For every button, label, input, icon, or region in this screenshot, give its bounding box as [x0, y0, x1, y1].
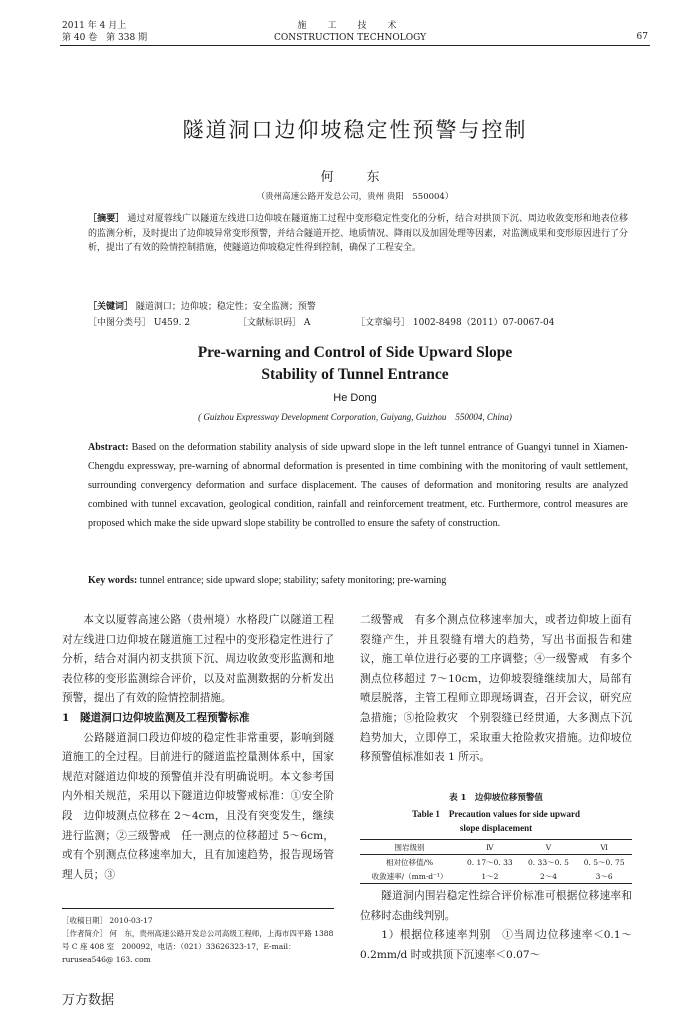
journal-name-en: CONSTRUCTION TECHNOLOGY: [273, 33, 427, 43]
keywords-cn-label: ［关键词］: [88, 302, 134, 312]
title-en-line2: Stability of Tunnel Entrance: [261, 366, 449, 383]
table-cell: 2～4: [521, 869, 577, 884]
section-heading: 1 隧道洞口边仰坡监测及工程预警标准: [62, 711, 250, 724]
table-cell: 相对位移值/%: [385, 857, 434, 867]
keywords-en-text: tunnel entrance; side upward slope; stability; safety monitoring; pre-warning: [139, 575, 447, 586]
abstract-cn-text: 通过对厦蓉线广以隧道左线进口边仰坡在隧道施工过程中变形稳定性变化的分析，结合对拱顶下沉、周边收敛变形和地表位移的监测分析，及时提出了边仰坡异常变形预警，并结合隧道开挖、地质情况、降雨以及加固处理等因素，对监测成果和变形原因进行了分析，提出了有效的险情控制措施，使隧道边仰坡稳定性得到控制，确保了工程安全。: [88, 214, 629, 253]
running-header-center: [240, 20, 460, 44]
table-header-cell: 围岩级别: [360, 840, 459, 855]
abstract-cn-label: ［摘要］: [88, 214, 125, 224]
body-paragraph: 本文以厦蓉高速公路（贵州境）水格段广以隧道工程对左线进口边仰坡在隧道施工过程中的变形稳定性进行了分析，结合对洞内初支拱顶下沉、周边收敛变形监测和地表位移的变形监测综合评价，以及对监测数据的分析发出预警，提出了有效的险情控制措施。: [62, 614, 334, 705]
affiliation-en: ( Guizhou Expressway Development Corporation, Guiyang, Guizhou 550004, China): [198, 412, 512, 422]
body-right-column: [360, 611, 632, 768]
abstract-en-text: Based on the deformation stability analysis of side upward slope in the left tunnel entrance of Guangyi tunnel in Xiamen-Chengdu expressway, pre-warning of abnormal deformation is presented in time combining with the monitoring of vault settlement, surrounding convergency deformation and surface displacement. The causes of deformation and monitoring results are analyzed combined with tunnel excavation, geological condition, rainfall and reinforcement treatment, etc. Furthermore, control measures are proposed which make the side upward slope stability be controlled to ensure the safety of construction.: [88, 442, 628, 529]
author-cn: 何 东: [320, 170, 390, 185]
table-row: [360, 869, 632, 884]
table-header-cell: Ⅵ: [576, 840, 632, 855]
table-caption-en: [360, 807, 632, 835]
title-cn: 隧道洞口边仰坡稳定性预警与控制: [182, 118, 528, 142]
table-caption-cn: 表 1 边仰坡位移预警值: [449, 793, 543, 803]
title-en-line1: Pre-warning and Control of Side Upward Slope: [197, 344, 513, 361]
volume-issue: 第 40 卷 第 338 期: [62, 33, 148, 43]
table-caption-en-line2: slope displacement: [459, 823, 533, 833]
table-header-cell: Ⅴ: [521, 840, 577, 855]
table-cell: 0. 17～0. 33: [467, 857, 513, 867]
table-cell: 0. 33～0. 5: [528, 857, 569, 867]
abstract-en: [88, 438, 628, 533]
keywords-en: [88, 571, 628, 590]
keywords-cn-text: 隧道洞口；边仰坡；稳定性；安全监测；预警: [135, 302, 316, 312]
body-left-column: [62, 611, 334, 885]
watermark: [62, 989, 114, 1008]
page-number: 67: [636, 32, 648, 42]
watermark-text: 万方数据: [62, 993, 115, 1008]
table-cell: 1～2: [459, 869, 521, 884]
body-paragraph: 公路隧道洞口段边仰坡的稳定性非常重要，影响到隧道施工的全过程。目前进行的隧道监控量测体系中，国家规范对隧道边仰坡的预警值并没有明确说明。本文参考国内外相关规范，采用以下隧道边仰坡警戒标准：①安全阶段 边仰坡测点位移在 2～4cm，且没有突变发生，继续进行监测；②三级警戒 任一测点的位移超过 5～6cm，或有个别测点位移速率加大，且有加速趋势，报告现场管理人员；③: [62, 731, 334, 881]
table-row: [360, 855, 632, 870]
body-right-column-continued: [360, 887, 632, 965]
footnote: [62, 914, 334, 966]
clc-number: ［中图分类号］ U459. 2: [88, 318, 191, 328]
body-paragraph: 二级警戒 有多个测点位移速率加大，或者边仰坡上面有裂缝产生，并且裂缝有增大的趋势，写出书面报告和建议，施工单位进行必要的工序调整；④一级警戒 有多个测点位移超过 7～10cm，边仰坡裂缝继续加大，局部有喷层脱落，主管工程师立即现场调查，召开会议，研究应急措施；⑤抢险救灾 个别裂缝已经贯通，大多测点下沉趋势加大，立即停工，采取重大抢险救灾措施。边仰坡位移预警值标准如表 1 所示。: [360, 614, 632, 764]
table-header-row: [360, 840, 632, 855]
author-en: He Dong: [333, 392, 377, 404]
table-cell: 0. 5～0. 75: [583, 857, 625, 867]
abstract-cn: [88, 212, 628, 256]
footnote-received: ［收稿日期］ 2010-03-17: [62, 916, 153, 925]
footnote-author-info: ［作者简介］ 何 东，贵州高速公路开发总公司高级工程师，上海市四平路 1388 号 C 座 408 室 200092，电话：（021）33626323-17，E-mail：rurusea546@ 163. com: [62, 929, 334, 964]
title-en: [60, 342, 650, 386]
header-rule: [60, 45, 650, 46]
document-code: ［文献标识码］ A: [238, 318, 311, 328]
body-paragraph: 隧道洞内围岩稳定性综合评价标准可根据位移速率和位移时态曲线判别。: [360, 890, 632, 922]
footnote-rule: [62, 908, 334, 909]
journal-name-cn: 施 工 技 术: [297, 21, 403, 31]
affiliation-cn: （贵州高速公路开发总公司，贵州 贵阳 550004）: [256, 192, 454, 202]
table-cell: 3～6: [576, 869, 632, 884]
abstract-en-label: Abstract:: [88, 442, 129, 453]
issue-date: 2011 年 4 月上: [62, 21, 127, 31]
table-caption-en-line1: Table 1 Precaution values for side upward: [411, 809, 581, 819]
article-number: ［文章编号］ 1002-8498（2011）07-0067-04: [356, 318, 555, 328]
running-header-left: [62, 20, 147, 44]
table-1: [360, 839, 632, 884]
body-paragraph: 1）根据位移速率判别 ①当周边位移速率＜0.1～0.2mm/d 时或拱顶下沉速率＜0.07～: [360, 929, 632, 961]
keywords-en-label: Key words:: [88, 575, 138, 586]
table-header-cell: Ⅳ: [459, 840, 521, 855]
table-cell: 收敛速率/（mm·d⁻¹）: [360, 869, 459, 884]
keywords-cn: [88, 300, 628, 315]
